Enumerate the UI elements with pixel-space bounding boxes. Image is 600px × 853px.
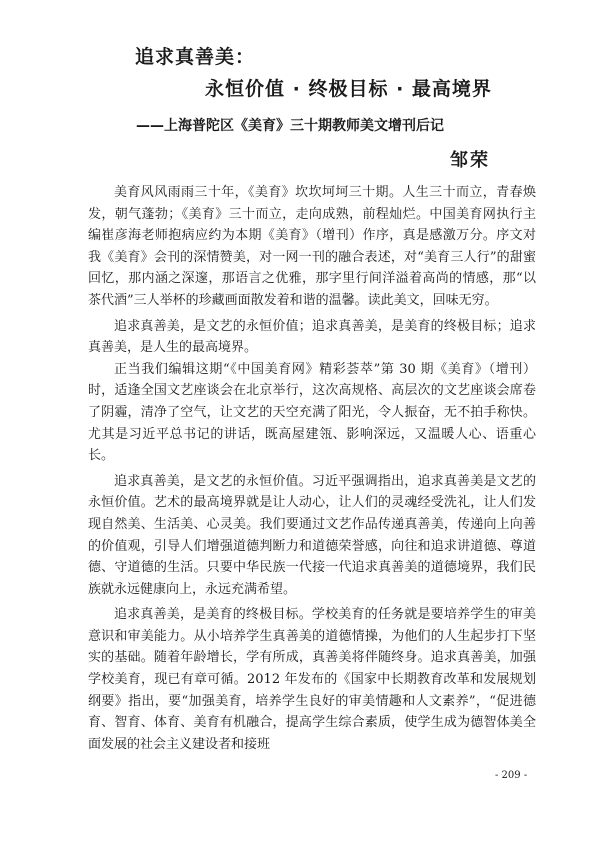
paragraph-2: 追求真善美，是文艺的永恒价值；追求真善美，是美育的终极目标；追求真善美，是人生的最高境界。 (88, 318, 536, 356)
paragraph-5: 追求真善美，是美育的终极目标。学校美育的任务就是要培养学生的审美意识和审美能力。从小培养学生真善美的道德情操，为他们的人生起步打下坚实的基础。随着年龄增长，学有所成，真善美将伴随终身。追求真善美，加强学校美育，现已有章可循。2012 年发布的《国家中长期教育改革和发展规划纲要》指出，要“加强美育，培养学生良好的审美情趣和人文素养”，“促进德育、智育、体育、美育有机融合，提高学生综合素质，使学生成为德智体美全面发展的社会主义建设者和接班 (88, 607, 536, 752)
title-line-2: 永恒价值 · 终极目标 · 最高境界 (205, 78, 492, 100)
paragraph-4: 追求真善美，是文艺的永恒价值。习近平强调指出，追求真善美是文艺的永恒价值。艺术的最高境界就是让人动心，让人们的灵魂经受洗礼，让人们发现自然美、生活美、心灵美。我们要通过文艺作品传递真善美，传递向上向善的价值观，引导人们增强道德判断力和道德荣誉感，向往和追求讲道德、尊道德、守道德的生活。只要中华民族一代接一代追求真善美的道德境界，我们民族就永远健康向上，永远充满希望。 (88, 473, 536, 597)
title-line-1: 追求真善美： (135, 46, 256, 68)
subtitle: ——上海普陀区《美育》三十期教师美文增刊后记 (136, 118, 444, 134)
paragraph-1: 美育风风雨雨三十年，《美育》坎坎坷坷三十期。人生三十而立，青春焕发，朝气蓬勃；《美育》三十而立，走向成熟，前程灿烂。中国美育网执行主编崔彦海老师抱病应约为本期《美育》（增刊）作序，真是感激万分。序文对我《美育》会刊的深情赞美，对一网一刊的融合表述，对“美育三人行”的甜蜜回忆，那内涵之深邃，那语言之优雅，那字里行间洋溢着高尚的情感，那“以茶代酒”三人举杯的珍藏画面散发着和谐的温馨。读此美文，回味无穷。 (88, 185, 536, 308)
author-name: 邹荣 (450, 150, 490, 171)
page-number: - 209 - (495, 770, 528, 781)
article-body (88, 182, 536, 755)
paragraph-3: 正当我们编辑这期“《中国美育网》精彩荟萃”第 30 期《美育》（增刊）时，适逢全国文艺座谈会在北京举行，这次高规格、高层次的文艺座谈会席卷了阴霾，清净了空气，让文艺的天空充满了阳光，令人振奋，无不拍手称快。尤其是习近平总书记的讲话，既高屋建瓴、影响深远，又温暖人心、语重心长。 (88, 361, 536, 464)
